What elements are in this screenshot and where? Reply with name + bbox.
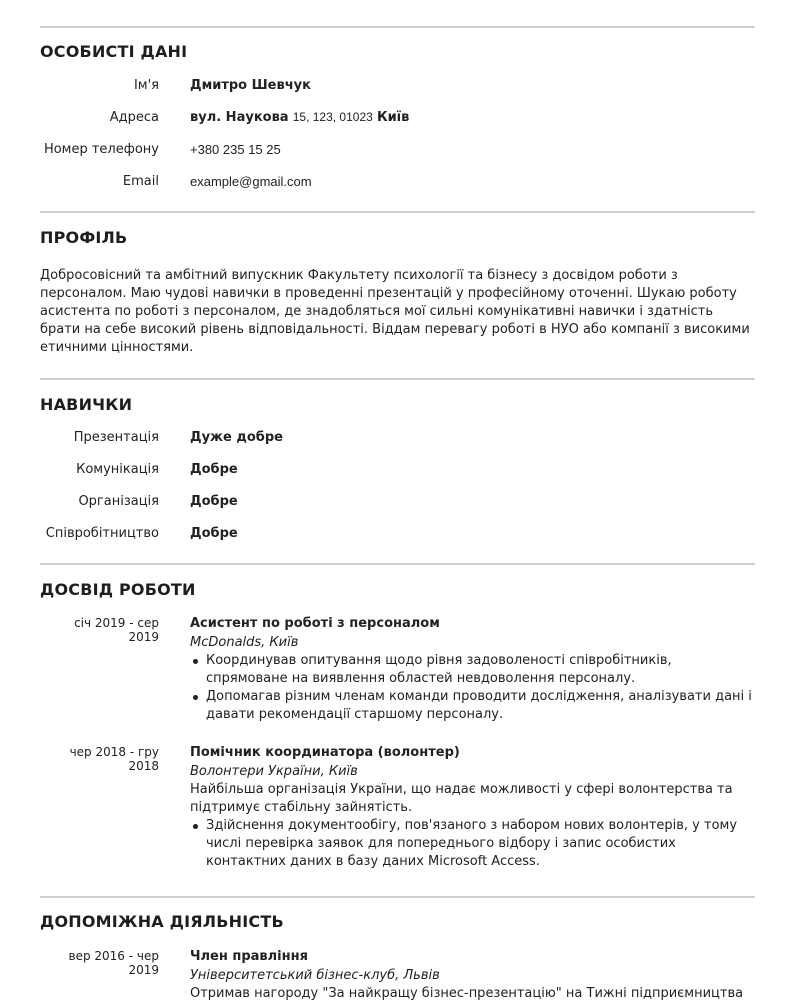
email-row	[40, 174, 755, 206]
job-bullet: Здійснення документообігу, пов'язаного з набором нових волонтерів, у тому числі перевірка заявок для попереднього відбору і запис особистих контактних даних в базу даних Microsoft Access.	[190, 817, 755, 871]
job-company: McDonalds, Київ	[190, 635, 299, 650]
phone-value: +380 235 15 25	[190, 142, 281, 157]
activity-entry	[40, 948, 755, 1003]
skill-name: Комунікація	[76, 462, 159, 477]
job-title: Помічник координатора (волонтер)	[190, 745, 460, 760]
section-divider	[40, 26, 755, 28]
job-title: Асистент по роботі з персоналом	[190, 616, 440, 631]
email-value[interactable]: example@gmail.com	[190, 174, 312, 189]
name-row	[40, 78, 755, 110]
skill-level: Добре	[190, 494, 238, 509]
activity-organization: Університетський бізнес-клуб, Львів	[190, 968, 440, 983]
job-dates: чер 2018 - гру 2018	[69, 745, 159, 773]
name-value: Дмитро Шевчук	[190, 78, 311, 93]
activity-dates: вер 2016 - чер 2019	[68, 949, 159, 977]
personal-section-title: ОСОБИСТІ ДАНІ	[40, 42, 188, 61]
activity-description: Отримав нагороду "За найкращу бізнес-презентацію" на Тижні підприємництва	[190, 986, 744, 1001]
phone-row	[40, 142, 755, 174]
skill-row	[40, 430, 755, 462]
job-entry	[40, 615, 755, 724]
profile-text: Добросовісний та амбітний випускник Факультету психології та бізнесу з досвідом роботи з персоналом. Маю чудові навички в проведенні презентацій у професійному оточенні. Шукаю роботу асистента по роботі з персоналом, де знадобляться мої сильні комунікативні навички і здатність брати на себе високий рівень відповідальності. Віддам перевагу роботі в НУО або компанії з високими етичними цінностями.	[40, 268, 750, 355]
name-label: Ім'я	[133, 78, 159, 93]
job-bullet: Координував опитування щодо рівня задоволеності співробітників, спрямоване на виявлення областей невдоволення персоналу.	[190, 652, 755, 688]
job-dates: січ 2019 - сер 2019	[74, 616, 159, 644]
address-city: Київ	[376, 110, 410, 125]
skill-name: Співробітництво	[45, 526, 159, 541]
job-description: Найбільша організація України, що надає можливості у сфері волонтерства та підтримує стабільну зайнятість.	[190, 782, 733, 815]
address-row	[40, 110, 755, 142]
skill-name: Презентація	[73, 430, 159, 445]
section-divider	[40, 211, 755, 213]
profile-section-title: ПРОФІЛЬ	[40, 228, 128, 247]
section-divider	[40, 896, 755, 898]
skill-row	[40, 494, 755, 526]
job-bullets	[190, 817, 755, 871]
section-divider	[40, 378, 755, 380]
skills-section-title: НАВИЧКИ	[40, 395, 133, 414]
activity-title: Член правління	[190, 949, 308, 964]
skill-row	[40, 526, 755, 558]
address-numbers: 15, 123, 01023	[292, 110, 373, 124]
address-label: Адреса	[109, 110, 159, 125]
skill-name: Організація	[78, 494, 159, 509]
phone-label: Номер телефону	[43, 142, 159, 157]
job-bullet: Допомагав різним членам команди проводити дослідження, аналізувати дані і давати рекомендації старшому персоналу.	[190, 688, 755, 724]
email-label: Email	[122, 174, 159, 189]
skill-level: Добре	[190, 526, 238, 541]
skill-row	[40, 462, 755, 494]
experience-section-title: ДОСВІД РОБОТИ	[40, 580, 196, 599]
address-street: вул. Наукова	[190, 110, 289, 125]
section-divider	[40, 563, 755, 565]
skill-level: Дуже добре	[190, 430, 283, 445]
job-company: Волонтери України, Київ	[190, 764, 358, 779]
skill-level: Добре	[190, 462, 238, 477]
job-bullets	[190, 652, 755, 724]
extra-section-title: ДОПОМІЖНА ДІЯЛЬНІСТЬ	[40, 912, 284, 931]
job-entry	[40, 744, 755, 871]
address-value	[190, 110, 409, 125]
